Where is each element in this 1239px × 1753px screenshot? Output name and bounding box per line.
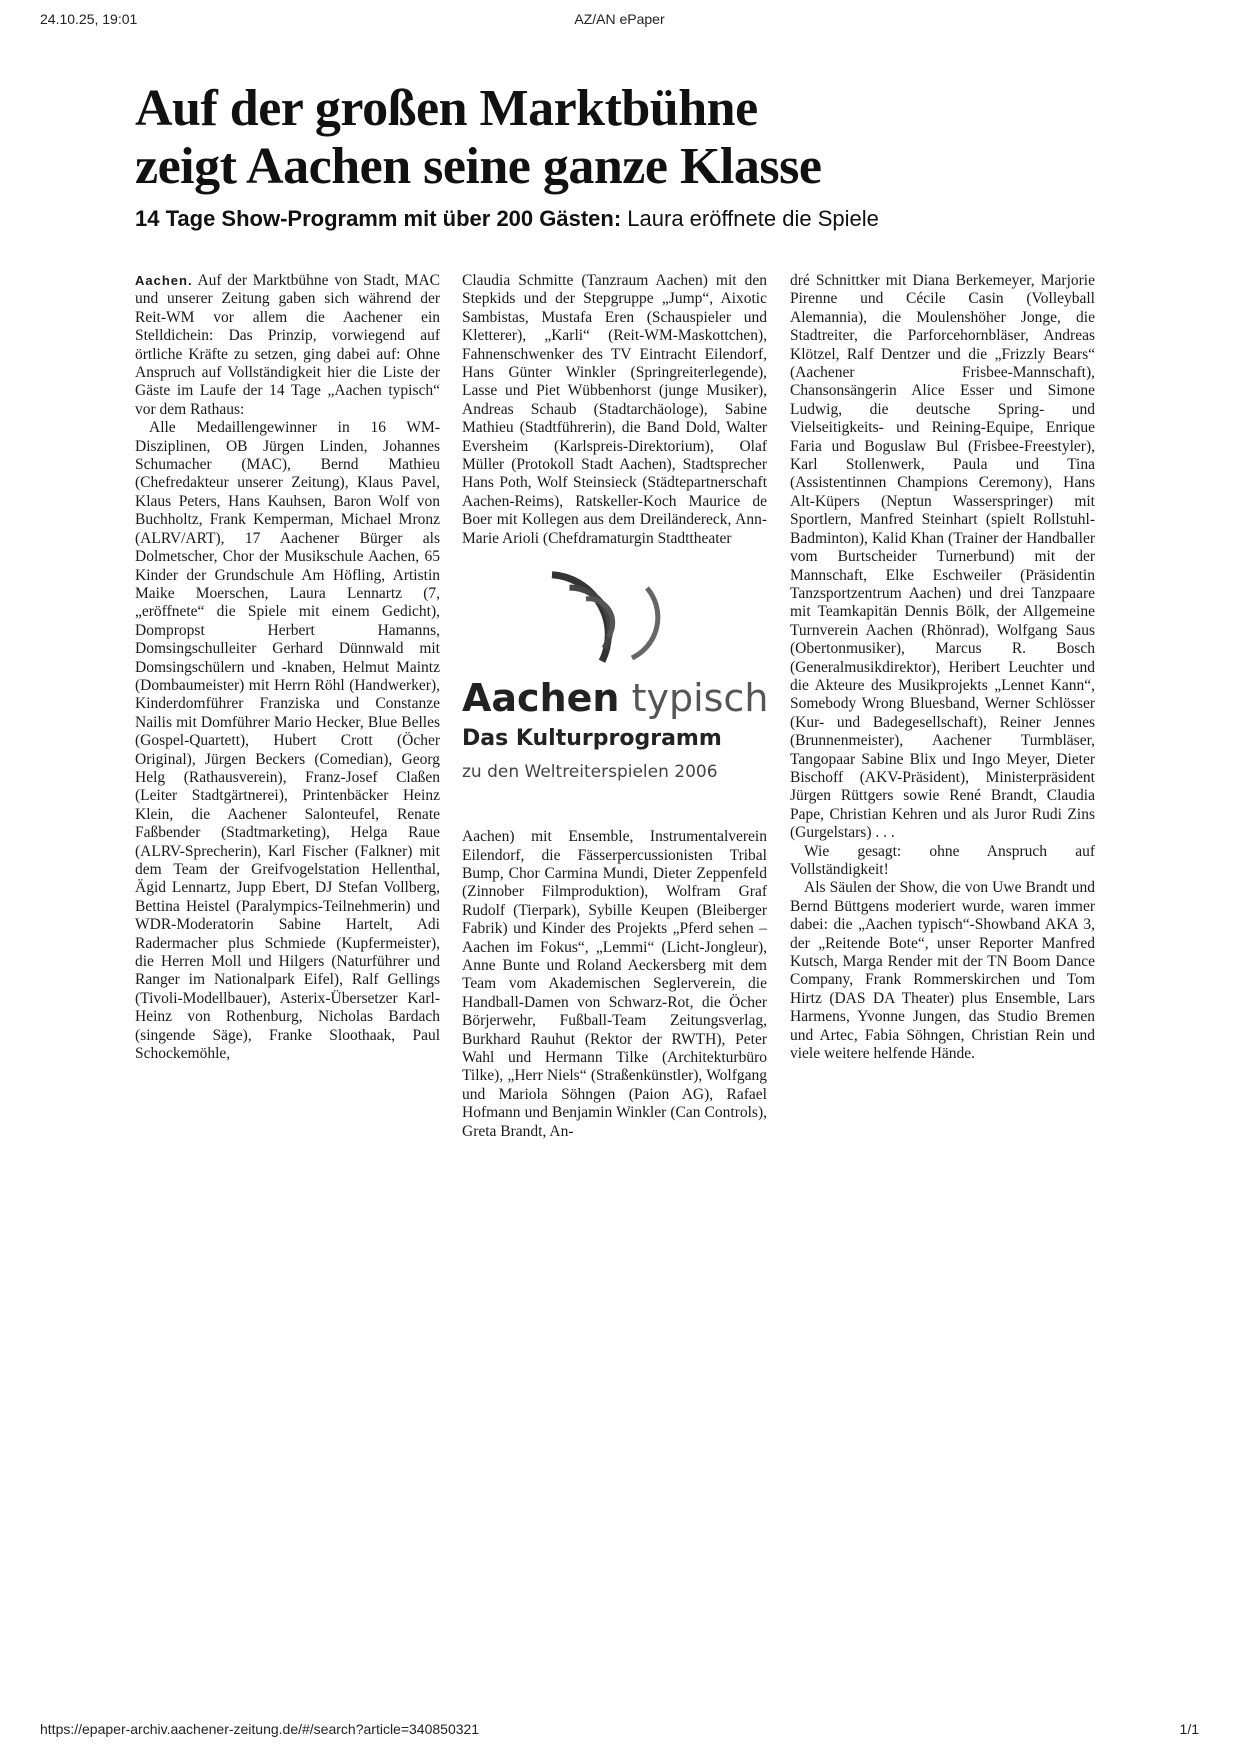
logo-word-light: typisch bbox=[631, 676, 769, 721]
subheadline bbox=[135, 206, 1095, 232]
headline-line-1: Auf der großen Marktbühne bbox=[135, 80, 758, 137]
paragraph: Wie gesagt: ohne Anspruch auf Vollständigkeit! bbox=[790, 842, 1095, 878]
paragraph: Aachen) mit Ensemble, Instrumentalverein Eilendorf, die Fässerpercussionisten Tribal Bump, Chor Carmina Mundi, Dieter Zeppenfeld (Zinnober Filmproduktion), Wolfram Graf Rudolf (Tierpark), Sybille Keupen (Bleiberger Fabrik) und Kinder des Projekts „Pferd sehen – Aachen im Fokus“, „Lemmi“ (Licht-Jongleur), Anne Bunte und Roland Aeckersberg mit dem Team vom Akademischen Seglerverein, die Handball-Damen von Schwarz-Rot, die Öcher Börjerwehr, Fußball-Team Zeitungsverlag, Burkhard Rauhut (Rektor der RWTH), Peter Wahl und Hermann Tilke (Architekturbüro Tilke), „Herr Niels“ (Straßenkünstler), Wolfgang und Mariola Söhngen (Paion AG), Rafael Hofmann und Benjamin Winkler (Can Controls), Greta Brandt, An- bbox=[462, 828, 767, 1140]
subheadline-bold: 14 Tage Show-Programm mit über 200 Gästen: bbox=[135, 206, 622, 231]
headline-line-2: zeigt Aachen seine ganze Klasse bbox=[135, 138, 822, 195]
paragraph: Alle Medaillengewinner in 16 WM-Disziplinen, OB Jürgen Linden, Johannes Schumacher (MAC), Bernd Mathieu (Chefredakteur unserer Zeitung), Klaus Pavel, Klaus Peters, Hans Kauhsen, Baron Wolf von Buchholtz, Frank Kemperman, Michael Mronz (ALRV/ART), 17 Aachener Bürger als Dolmetscher, Chor der Musikschule Aachen, 65 Kinder der Grundschule Am Höfling, Artistin Maike Moerschen, Laura Lennartz (7, „eröffnete“ die Spiele mit einem Gedicht), Dompropst Herbert Hamanns, Domsingschulleiter Gerhard Dünnwald mit Domsingschülern und -knaben, Helmut Maintz (Dombaumeister) mit Herrn Röhl (Handwerker), Kinderdomführer Franziska und Constanze Nailis mit Domführer Mario Hecker, Blue Belles (Gospel-Quartett), Hubert Crott (Öcher Original), Jürgen Beckers (Comedian), Georg Helg (Rathausverein), Franz-Josef Claßen (Leiter Stadtgärtnerei), Printenbäcker Heinz Klein, die Aachener Salonteufel, Renate Faßbender (Stadtmarketing), Helga Raue (ALRV-Sprecherin), Karl Fischer (Falkner) mit dem Team der Greifvogelstation Hellenthal, Ägid Lennartz, Jupp Ebert, DJ Stefan Vollberg, Bettina Heistel (Paralympics-Teilnehmerin) und WDR-Moderatorin Sabine Hartelt, Adi Radermacher plus Schmiede (Kupfermeister), die Herren Moll und Hilgers (Naturführer und Ranger im Nationalpark Eifel), Ralf Gellings (Tivoli-Modellbauer), Asterix-Übersetzer Karl-Heinz von Rothenburg, Nicholas Bardach (singende Säge), Franke Sloothaak, Paul Schockemöhle, bbox=[135, 419, 440, 1063]
arcs-icon bbox=[537, 558, 667, 678]
logo-word-bold: Aachen bbox=[462, 676, 620, 721]
subheadline-rest: Laura eröffnete die Spiele bbox=[621, 206, 879, 231]
logo-subtitle: Das Kulturprogramm bbox=[462, 726, 722, 752]
print-footer bbox=[0, 1713, 1239, 1753]
print-url: https://epaper-archiv.aachener-zeitung.de/#/search?article=340850321 bbox=[40, 1721, 480, 1737]
paragraph: Als Säulen der Show, die von Uwe Brandt und Bernd Büttgens moderiert wurde, waren immer dabei: die „Aachen typisch“-Showband AKA 3, der „Reitende Bote“, unser Reporter Manfred Kutsch, Marga Render mit der TN Boom Dance Company, Frank Rommerskirchen und Tom Hirtz (DAS DA Theater) plus Ensemble, Lars Harmens, Yvonne Jungen, das Studio Bremen und Artec, Fabia Söhngen, Christian Rein und viele weitere helfende Hände. bbox=[790, 879, 1095, 1063]
paragraph: Claudia Schmitte (Tanzraum Aachen) mit den Stepkids und der Stepgruppe „Jump“, Aixotic Sambistas, Mustafa Eren (Schauspieler und Kletterer), „Karli“ (Reit-WM-Maskottchen), Fahnenschwenker des TV Eintracht Eilendorf, Hans Günter Winkler (Springreiterlegende), Lasse und Piet Wübbenhorst (junge Musiker), Andreas Schaub (Stadtarchäologe), Sabine Mathieu (Stadtführerin), die Band Dold, Walter Eversheim (Karlspreis-Direktorium), Olaf Müller (Protokoll Stadt Aachen), Stadtsprecher Hans Poth, Wolf Steinsieck (Städtepartnerschaft Aachen-Reims), Ratskeller-Koch Maurice de Boer mit Kollegen aus dem Dreiländereck, Ann-Marie Arioli (Chefdramaturgin Stadttheater bbox=[462, 272, 767, 547]
logo-wordmark bbox=[462, 676, 767, 720]
headline bbox=[135, 80, 1095, 196]
aachen-typisch-logo bbox=[462, 558, 767, 818]
print-header bbox=[0, 0, 1239, 40]
paragraph bbox=[135, 272, 440, 419]
article bbox=[135, 80, 1095, 1140]
column-3 bbox=[790, 272, 1095, 1063]
column-2 bbox=[462, 272, 767, 1141]
logo-subtitle-2: zu den Weltreiterspielen 2006 bbox=[462, 762, 718, 783]
print-page-title: AZ/AN ePaper bbox=[574, 11, 665, 27]
column-1 bbox=[135, 272, 440, 1063]
paragraph: dré Schnittker mit Diana Berkemeyer, Marjorie Pirenne und Cécile Casin (Volleyball Alemannia), die Moulenshöher Jonge, die Stadtreiter, die Parforcehornbläser, Andreas Klötzel, Ralf Dentzer und die „Frizzly Bears“ (Aachener Frisbee-Mannschaft), Chansonsängerin Alice Esser und Simone Ludwig, die deutsche Spring- und Vielseitigkeits- und Reining-Equipe, Enrique Faria und Boguslaw Bul (Frisbee-Freestyler), Karl Stollenwerk, Paula und Tina (Assistentinnen Champions Ceremony), Hans Alt-Küpers (Neptun Wasserspringer) mit Sportlern, Manfred Steinhart (spielt Rollstuhl-Badminton), Kalid Khan (Trainer der Handballer vom Burtscheider Turnerbund) mit der Mannschaft, Elke Eschweiler (Präsidentin Tanzsportzentrum Aachen) und drei Tanzpaare mit Teamkapitän Dennis Bölk, der Allgemeine Turnverein Aachen (Rhönrad), Wolfgang Saus (Obertonmusiker), Marcus R. Bosch (Generalmusikdirektor), Heribert Leuchter und die Akteure des Musikprojekts „Lennet Kann“, Somebody Wrong Bluesband, Werner Schlösser (Kur- und Badegesellschaft), Reiner Jennes (Brunnenmeister), Aachener Turmbläser, Tangopaar Sabine Blix und Ingo Meyer, Dieter Bischoff (AKV-Präsident), Ministerpräsident Jürgen Rüttgers sowie René Brandt, Claudia Pape, Christian Kehren und als Juror Rudi Zins (Gurgelstars) . . . bbox=[790, 272, 1095, 842]
paragraph-text: Auf der Marktbühne von Stadt, MAC und unserer Zeitung gaben sich während der Reit-WM vor allem die Aachener ein Stelldichein: Das Prinzip, vorwiegend auf örtliche Kräfte zu setzen, ging dabei auf: Ohne Anspruch auf Vollständigkeit hier die Liste der Gäste im Laufe der 14 Tage „Aachen typisch“ vor dem Rathaus: bbox=[135, 272, 440, 418]
print-date: 24.10.25, 19:01 bbox=[40, 11, 138, 27]
page-count: 1/1 bbox=[1179, 1721, 1199, 1737]
dateline: Aachen. bbox=[135, 273, 193, 288]
